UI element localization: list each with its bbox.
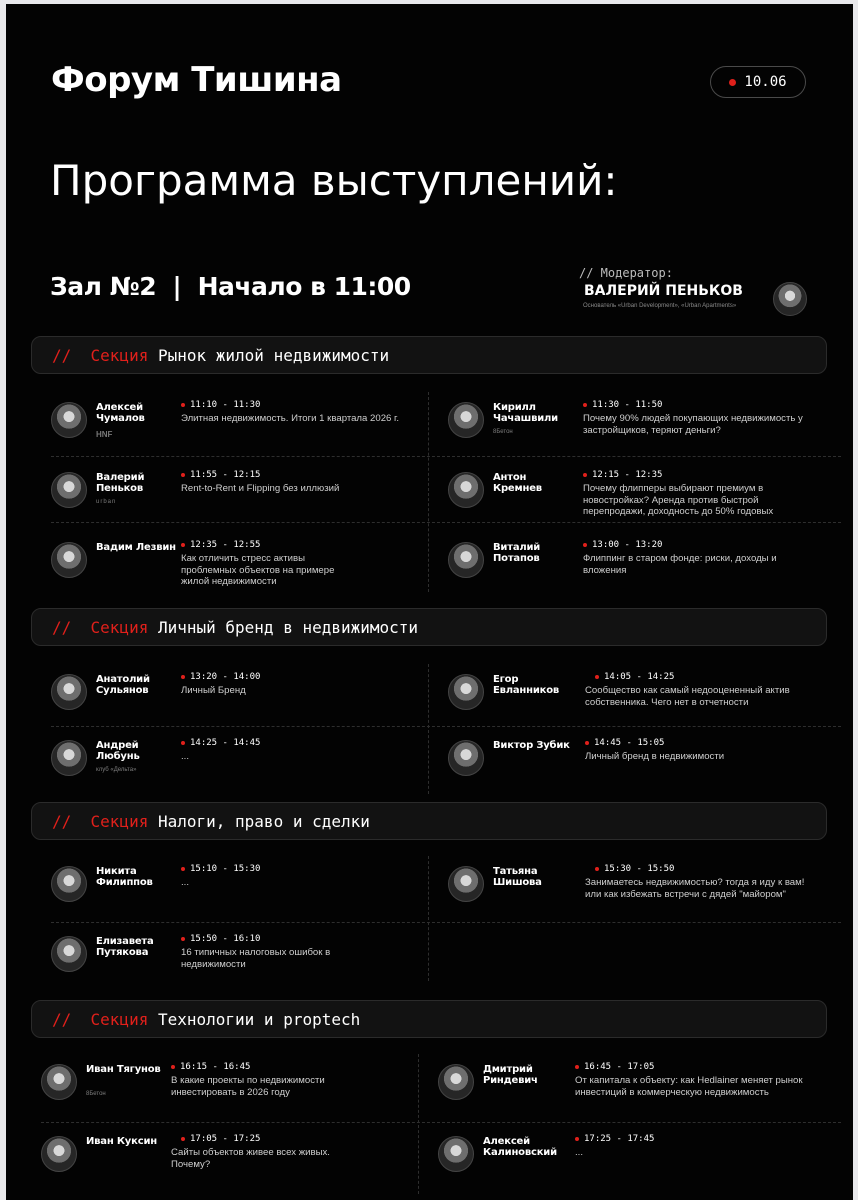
section-name: Технологии и proptech (157, 1009, 361, 1029)
time-dot-icon (181, 867, 185, 871)
talk-time (595, 864, 674, 874)
speaker-org: 8Бетон (86, 1091, 106, 1097)
talk-topic: ... (181, 877, 189, 888)
talk-topic: ... (575, 1147, 583, 1158)
talk-time (181, 672, 260, 682)
talk-time (181, 934, 260, 944)
talk-topic: Почему флипперы выбирают премиум в новостройках? Аренда против быстрой перепродажи, доходность до 50% годовых (583, 483, 774, 517)
time-dot-icon (171, 1065, 175, 1069)
speaker-card (448, 740, 828, 796)
speaker-avatar (448, 866, 484, 902)
talk-time (171, 1062, 250, 1072)
speaker-card (51, 402, 431, 458)
speaker-avatar (51, 740, 87, 776)
talk-time-text: 11:55 - 12:15 (190, 470, 261, 480)
section-prefix: // Секция (52, 345, 158, 365)
talk-time (181, 1134, 260, 1144)
talk-topic: Личный Бренд (181, 685, 246, 696)
speaker-avatar (41, 1136, 77, 1172)
talk-time-text: 16:15 - 16:45 (180, 1062, 251, 1072)
time-dot-icon (181, 675, 185, 679)
talk-time (181, 864, 260, 874)
talk-time-text: 15:10 - 15:30 (190, 864, 261, 874)
time-dot-icon (595, 675, 599, 679)
time-dot-icon (585, 741, 589, 745)
talk-topic: Почему 90% людей покупающих недвижимость у застройщиков, теряют деньги? (583, 413, 803, 436)
speaker-card (51, 674, 431, 730)
hall-and-start: Зал №2 | Начало в 11:00 (50, 272, 411, 301)
speaker-name: Виктор Зубик (493, 740, 570, 751)
speaker-avatar (51, 402, 87, 438)
talk-time (583, 400, 662, 410)
program-title: Программа выступлений: (50, 156, 618, 205)
live-dot-icon (729, 79, 736, 86)
speaker-card (41, 1136, 421, 1192)
speaker-name: Егор Евланников (493, 674, 560, 696)
talk-time-text: 13:20 - 14:00 (190, 672, 261, 682)
speaker-name: Андрей Любунь (96, 740, 140, 762)
speaker-name: Анатолий Сульянов (96, 674, 150, 696)
speaker-avatar (448, 542, 484, 578)
time-dot-icon (575, 1137, 579, 1141)
talk-time-text: 15:30 - 15:50 (604, 864, 675, 874)
section-prefix: // Секция (52, 1009, 158, 1029)
speaker-avatar (448, 740, 484, 776)
speaker-name: Дмитрий Риндевич (483, 1064, 538, 1086)
speaker-card (448, 674, 828, 730)
talk-topic: Сообщество как самый недооцененный актив собственника. Чего нет в отчетности (585, 685, 790, 708)
speaker-card (448, 472, 828, 528)
time-dot-icon (181, 543, 185, 547)
speaker-card (448, 402, 828, 458)
speaker-name: Елизавета Путякова (96, 936, 154, 958)
speaker-avatar (51, 472, 87, 508)
speaker-card (51, 542, 431, 598)
speaker-card (51, 740, 431, 796)
event-program-poster (6, 4, 853, 1200)
talk-topic: Сайты объектов живее всех живых. Почему? (171, 1147, 330, 1170)
speaker-avatar (448, 402, 484, 438)
time-dot-icon (583, 543, 587, 547)
talk-time (181, 400, 260, 410)
speaker-name: Кирилл Чачашвили (493, 402, 558, 424)
speaker-card (51, 472, 431, 528)
speaker-avatar (438, 1064, 474, 1100)
talk-topic: Флиппинг в старом фонде: риски, доходы и вложения (583, 553, 777, 576)
speaker-card (438, 1136, 818, 1192)
talk-time (575, 1134, 654, 1144)
section-header-residential (31, 336, 827, 374)
talk-topic: ... (181, 751, 189, 762)
talk-time-text: 16:45 - 17:05 (584, 1062, 655, 1072)
talk-time-text: 12:35 - 12:55 (190, 540, 261, 550)
speaker-avatar (51, 542, 87, 578)
speaker-org: 8Бетон (493, 429, 513, 435)
time-dot-icon (181, 473, 185, 477)
talk-time-text: 17:05 - 17:25 (190, 1134, 261, 1144)
speaker-name: Никита Филиппов (96, 866, 153, 888)
time-dot-icon (595, 867, 599, 871)
talk-time-text: 14:05 - 14:25 (604, 672, 675, 682)
speaker-name: Антон Кремнев (493, 472, 542, 494)
talk-topic: Личный бренд в недвижимости (585, 751, 725, 762)
time-dot-icon (575, 1065, 579, 1069)
talk-time (583, 470, 662, 480)
talk-topic: Rent-to-Rent и Flipping без иллюзий (181, 483, 340, 494)
talk-topic: 16 типичных налоговых ошибок в недвижимости (181, 947, 331, 970)
speaker-card (448, 866, 828, 922)
speaker-card (438, 1064, 818, 1120)
speaker-avatar (51, 866, 87, 902)
forum-title: Форум Тишина (51, 60, 342, 100)
section-prefix: // Секция (52, 617, 158, 637)
talk-time (181, 540, 260, 550)
speaker-name: Валерий Пеньков (96, 472, 145, 494)
talk-time-text: 11:30 - 11:50 (592, 400, 663, 410)
talk-topic: Элитная недвижимость. Итоги 1 квартала 2026 г. (181, 413, 400, 424)
speaker-name: Виталий Потапов (493, 542, 541, 564)
speaker-avatar (51, 674, 87, 710)
speaker-name: Татьяна Шишова (493, 866, 542, 888)
speaker-card (51, 866, 431, 922)
speaker-name: Иван Куксин (86, 1136, 157, 1147)
section-prefix: // Секция (52, 811, 158, 831)
section-name: Налоги, право и сделки (157, 811, 370, 831)
speaker-org: HNF (96, 430, 113, 439)
speaker-name: Алексей Чумалов (96, 402, 145, 424)
talk-time (595, 672, 674, 682)
talk-time-text: 15:50 - 16:10 (190, 934, 261, 944)
talk-time-text: 11:10 - 11:30 (190, 400, 261, 410)
talk-topic: Занимаетесь недвижимостью? тогда я иду к вам! или как избежать встречи с дядей "майором" (585, 877, 805, 900)
date-badge (710, 66, 806, 98)
time-dot-icon (181, 937, 185, 941)
moderator-name: ВАЛЕРИЙ ПЕНЬКОВ (584, 283, 743, 299)
speaker-name: Алексей Калиновский (483, 1136, 557, 1158)
speaker-card (41, 1064, 421, 1120)
section-header-taxes-law (31, 802, 827, 840)
talk-time-text: 17:25 - 17:45 (584, 1134, 655, 1144)
talk-time-text: 14:45 - 15:05 (594, 738, 665, 748)
talk-time (583, 540, 662, 550)
section-header-personal-brand (31, 608, 827, 646)
time-dot-icon (181, 1137, 185, 1141)
section-name: Рынок жилой недвижимости (157, 345, 390, 365)
talk-topic: В какие проекты по недвижимости инвестировать в 2026 году (171, 1075, 325, 1098)
talk-time (575, 1062, 654, 1072)
speaker-org: клуб «Дельта» (96, 767, 137, 773)
talk-time-text: 12:15 - 12:35 (592, 470, 663, 480)
talk-topic: От капитала к объекту: как Hedlainer меняет рынок инвестиций в коммерческую недвижимость (575, 1075, 803, 1098)
speaker-card (448, 542, 828, 598)
speaker-name: Иван Тягунов (86, 1064, 161, 1075)
moderator-role: Основатель «Urban Development», «Urban Apartments» (583, 303, 737, 309)
talk-time-text: 14:25 - 14:45 (190, 738, 261, 748)
speaker-avatar (448, 674, 484, 710)
section-header-proptech (31, 1000, 827, 1038)
talk-topic: Как отличить стресс активы проблемных объектов на примере жилой недвижимости (181, 553, 335, 587)
time-dot-icon (583, 403, 587, 407)
speaker-avatar (448, 472, 484, 508)
speaker-card (51, 936, 431, 992)
date-text: 10.06 (744, 74, 787, 90)
moderator-label: // Модератор: (579, 266, 673, 280)
moderator-avatar (773, 282, 807, 316)
speaker-avatar (438, 1136, 474, 1172)
talk-time-text: 13:00 - 13:20 (592, 540, 663, 550)
talk-time (181, 470, 260, 480)
speaker-name: Вадим Лезвин (96, 542, 176, 553)
speaker-avatar (51, 936, 87, 972)
talk-time (585, 738, 664, 748)
time-dot-icon (181, 741, 185, 745)
time-dot-icon (181, 403, 185, 407)
time-dot-icon (583, 473, 587, 477)
talk-time (181, 738, 260, 748)
speaker-org: urban (96, 499, 117, 505)
section-name: Личный бренд в недвижимости (157, 617, 419, 637)
speaker-avatar (41, 1064, 77, 1100)
